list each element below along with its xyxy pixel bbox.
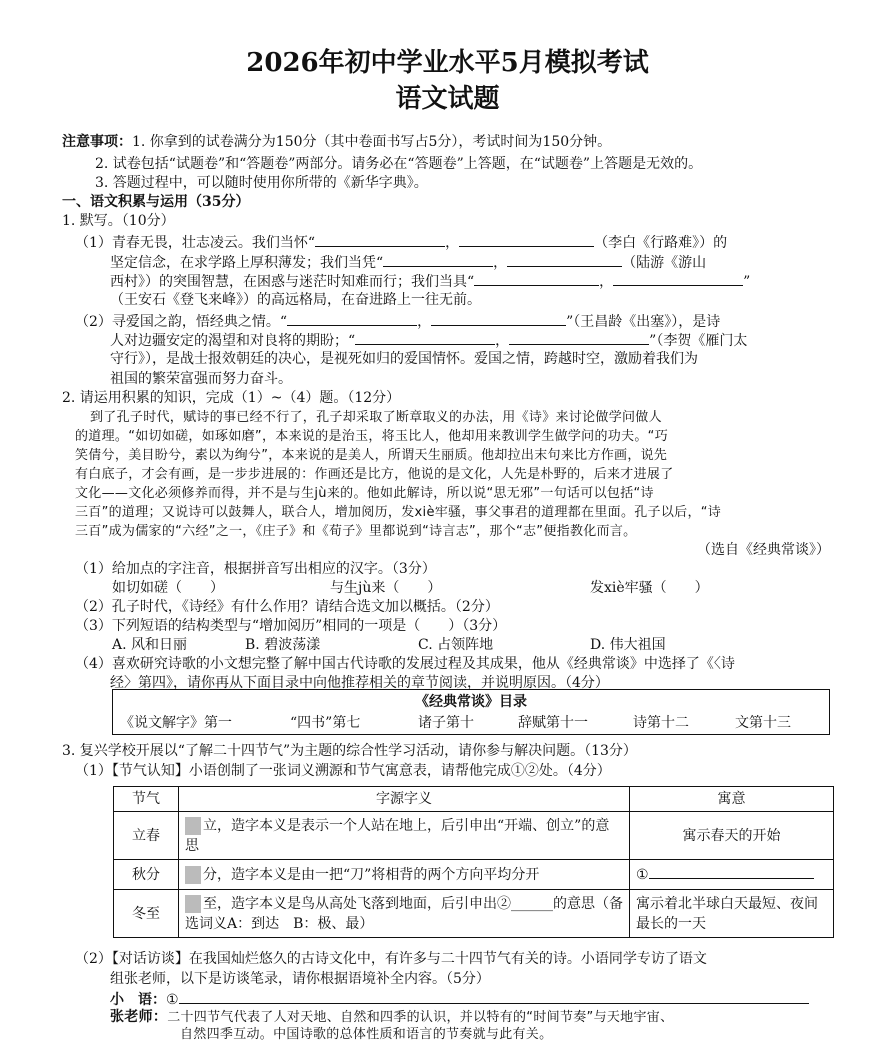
- answer-blank[interactable]: [474, 271, 599, 286]
- notice-item: 3. 答题过程中，可以随时使用你所带的《新华字典》。: [95, 175, 428, 191]
- exam-subtitle: 语文试题: [395, 84, 500, 114]
- answer-blank[interactable]: [459, 232, 594, 247]
- notice-item: 2. 试卷包括“试题卷”和“答题卷”两部分。请务必在“答题卷”上答题，在“试题卷”上答题是无效的。: [95, 156, 703, 172]
- ancient-glyph-image: [185, 817, 201, 835]
- toc-item: 辞赋第十一: [518, 715, 588, 731]
- q2-sub4-line2: 经〉第四》，请你再从下面目录中向他推荐相关的章节阅读，并说明原因。（4分）: [110, 675, 609, 691]
- interview-zhang-cont: 自然四季互动。中国诗歌的总体性质和语言的节奏就与此有关。: [180, 1027, 553, 1042]
- toc-item: 诸子第十: [418, 715, 474, 731]
- answer-blank[interactable]: [179, 989, 809, 1004]
- q2-sub3: （3）下列短语的结构类型与“增加阅历”相同的一项是（ ）（3分）: [75, 618, 507, 634]
- answer-blank[interactable]: [649, 864, 814, 879]
- option-c[interactable]: C. 占领阵地: [418, 637, 494, 653]
- q2-sub1-item[interactable]: 发xiè牢骚（ ）: [590, 580, 709, 596]
- passage-line: 有白底子，才会有画，是一步步进展的：作画还是比方，他说的是文化，人先是朴野的，后来才进展了: [75, 467, 674, 482]
- answer-blank[interactable]: [383, 252, 493, 267]
- q1-p2-line2: 人对边疆安定的渴望和对良将的期盼；“ ， ”（李贺《雁门太: [110, 330, 747, 350]
- option-a[interactable]: A. 风和日丽: [112, 637, 188, 653]
- q1-p2-line1: （2）寻爱国之韵，悟经典之情。“ ， ”（王昌龄《出塞》），是诗: [75, 311, 720, 331]
- answer-cell-1[interactable]: ①: [630, 860, 834, 890]
- q1-p1-line2: 坚定信念，在求学路上厚积薄发；我们当凭“ ， （陆游《游山: [110, 252, 706, 272]
- q1-p2-line4: 祖国的繁荣富强而努力奋斗。: [110, 371, 292, 387]
- q3-sub1: （1）【节气认知】小语创制了一张词义溯源和节气寓意表，请帮他完成①②处。（4分）: [75, 763, 611, 779]
- q1-p1-line4: （王安石《登飞来峰》）的高远格局，在奋进路上一往无前。: [110, 292, 481, 308]
- q2-sub1-item[interactable]: 与生jù来（ ）: [330, 580, 442, 596]
- table-header: 寓意: [630, 787, 834, 812]
- passage-line: 到了孔子时代，赋诗的事已经不行了，孔子却采取了断章取义的办法，用《诗》来讨论做学问做人: [90, 410, 662, 425]
- passage-line: 文化——文化必须修养而得，并不是与生jù来的。他如此解诗，所以说“思无邪”一句话可以包括“诗: [75, 486, 654, 501]
- answer-blank[interactable]: [287, 311, 417, 326]
- passage-line: 三百”的道理；又说诗可以鼓舞人，联合人，增加阅历，发xiè牢骚，事父事君的道理都在里面。孔子以后，“诗: [75, 505, 722, 520]
- exam-title: 2026年初中学业水平5月模拟考试: [246, 48, 649, 78]
- question-2-heading: 2. 请运用积累的知识，完成（1）~（4）题。（12分）: [62, 390, 401, 406]
- toc-item: 诗第十二: [633, 715, 689, 731]
- q2-sub1: （1）给加点的字注音，根据拼音写出相应的汉字。（3分）: [75, 561, 436, 577]
- interview-xiaoyu: 小 语：①: [110, 989, 809, 1009]
- passage-source: （选自《经典常谈》）: [697, 542, 830, 558]
- q2-sub1-item[interactable]: 如切如磋（ ）: [112, 580, 224, 596]
- toc-item: 文第十三: [735, 715, 791, 731]
- answer-blank[interactable]: [613, 271, 743, 286]
- toc-item: “四书”第七: [290, 715, 361, 731]
- answer-blank[interactable]: [507, 252, 622, 267]
- q1-p1-line1: （1）青春无畏，壮志凌云。我们当怀“ ， （李白《行路难》）的: [75, 232, 727, 252]
- q1-p1-line3: 西村》）的突围智慧，在困惑与迷茫时知难而行；我们当具“ ， ”: [110, 271, 750, 291]
- passage-line: 笑倩兮，美目盼兮，素以为绚兮”，本来说的是美人，所谓天生丽质。他却拉出末句来比方作画，说先: [75, 448, 668, 463]
- ancient-glyph-image: [185, 895, 201, 913]
- question-3-heading: 3. 复兴学校开展以“了解二十四节气”为主题的综合性学习活动，请你参与解决问题。（13分）: [62, 743, 637, 759]
- solar-term-table: [113, 786, 834, 938]
- answer-blank[interactable]: [431, 311, 566, 326]
- notice-line-1: [62, 133, 611, 151]
- table-row: 冬至 至，造字本义是鸟从高处飞落到地面，后引申出②______的意思（备选词义A：到达 B：极、最） 寓示着北半球白天最短、夜间最长的一天: [114, 890, 834, 938]
- option-b[interactable]: B. 碧波荡漾: [245, 637, 321, 653]
- q2-sub2: （2）孔子时代，《诗经》有什么作用？请结合选文加以概括。（2分）: [75, 599, 499, 615]
- answer-blank[interactable]: [355, 330, 495, 345]
- answer-blank[interactable]: [509, 330, 649, 345]
- table-header: 字源字义: [179, 787, 630, 812]
- q3-sub2-line2: 组张老师，以下是访谈笔录，请你根据语境补全内容。（5分）: [110, 971, 490, 987]
- notice-item: 1. 你拿到的试卷满分为150分（其中卷面书写占5分），考试时间为150分钟。: [132, 134, 612, 150]
- table-row: 秋分 分，造字本义是由一把“刀”将相背的两个方向平均分开 ①: [114, 860, 834, 890]
- passage-line: 的道理。“如切如磋，如琢如磨”，本来说的是治玉，将玉比人，他却用来教训学生做学问的功夫。“巧: [75, 429, 669, 444]
- interview-zhang: 张老师：二十四节气代表了人对天地、自然和四季的认识，并以特有的“时间节奏”与天地宇宙、: [110, 1009, 674, 1025]
- q1-p2-line3: 守行》），是战士报效朝廷的决心，是视死如归的爱国情怀。爱国之情，跨越时空，激励着我们为: [110, 351, 698, 367]
- answer-blank[interactable]: [315, 232, 445, 247]
- option-d[interactable]: D. 伟大祖国: [590, 637, 666, 653]
- notice-label: 注意事项：: [62, 134, 132, 150]
- section-heading: 一、语文积累与运用（35分）: [62, 194, 250, 210]
- passage-line: 三百”成为儒家的“六经”之一，《庄子》和《荀子》里都说到“诗言志”，那个“志”便指教化而言。: [75, 524, 637, 539]
- table-row: 立春 立，造字本义是表示一个人站在地上，后引申出“开端、创立”的意思 寓示春天的开始: [114, 812, 834, 860]
- ancient-glyph-image: [185, 866, 201, 884]
- question-1-heading: 1. 默写。（10分）: [62, 213, 175, 229]
- toc-item: 《说文解字》第一: [120, 715, 232, 731]
- q2-sub4-line1: （4）喜欢研究诗歌的小文想完整了解中国古代诗歌的发展过程及其成果，他从《经典常谈》中选择了《〈诗: [75, 656, 735, 672]
- table-header: 节气: [114, 787, 179, 812]
- toc-title: 《经典常谈》目录: [415, 694, 527, 710]
- q3-sub2-line1: （2）【对话访谈】在我国灿烂悠久的古诗文化中，有许多与二十四节气有关的诗。小语同学专访了语文: [75, 951, 707, 967]
